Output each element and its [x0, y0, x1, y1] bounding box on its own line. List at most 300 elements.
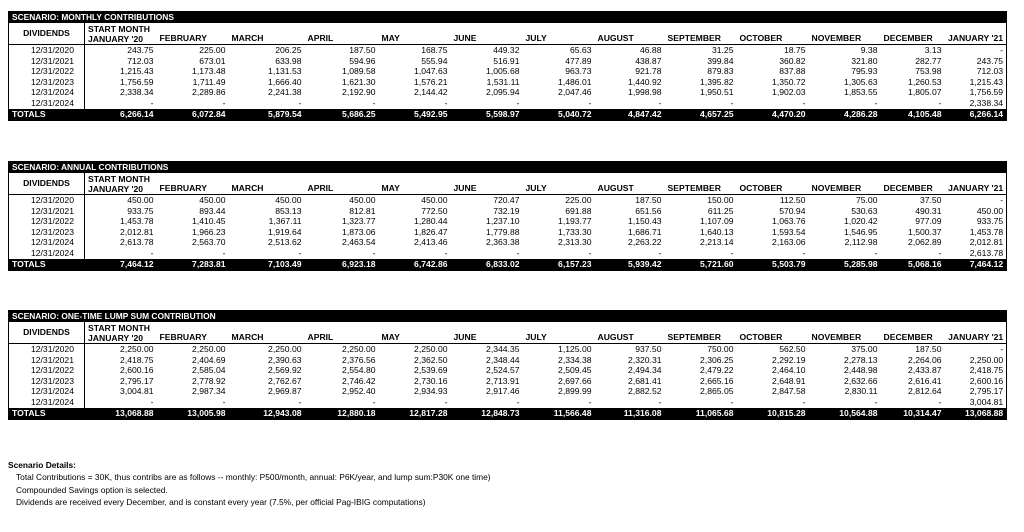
dividend-value: 2,952.40	[342, 386, 376, 397]
dividend-value: -	[874, 247, 878, 258]
dividend-value: 490.31	[915, 205, 942, 216]
dividend-value: 2,812.64	[908, 386, 942, 397]
table-row	[9, 227, 1007, 238]
month-header: MAY	[379, 23, 451, 45]
total-value: 7,103.49	[229, 259, 305, 271]
dividend-value: -	[372, 247, 376, 258]
month-header: JULY	[523, 322, 595, 344]
dividend-value: 1,150.43	[628, 216, 662, 227]
dividend-value: -	[588, 97, 592, 108]
dividend-value: 1,453.78	[120, 216, 154, 227]
dividend-value: 2,509.45	[558, 365, 592, 376]
dividend-value: 2,697.66	[558, 375, 592, 386]
month-header: MAY	[379, 322, 451, 344]
dividend-value: 1,593.54	[772, 226, 806, 237]
dividend-value: 2,882.52	[628, 386, 662, 397]
dividend-value: 1,237.10	[486, 216, 520, 227]
dividend-value: 516.91	[493, 55, 520, 66]
dividend-value: 1,173.48	[192, 66, 226, 77]
month-header: NOVEMBER	[809, 322, 881, 344]
dividend-date: 12/31/2023	[9, 77, 85, 88]
dividend-value: 31.25	[711, 45, 734, 55]
dividend-value: 1,531.11	[486, 76, 520, 87]
total-value: 10,564.88	[809, 408, 881, 420]
dividend-value: 18.75	[783, 45, 806, 55]
month-header: JULY	[523, 23, 595, 45]
month-header: APRIL	[305, 23, 379, 45]
dividend-value: 2,250.00	[969, 354, 1004, 365]
dividend-value: -	[372, 97, 376, 108]
dividend-value: 594.96	[349, 55, 376, 66]
header-row	[9, 23, 1007, 45]
total-value: 11,316.08	[595, 408, 665, 420]
dividend-date: 12/31/2024	[9, 397, 85, 408]
dividend-value: 2,746.42	[342, 375, 376, 386]
dividend-value: 530.63	[851, 205, 878, 216]
month-header	[85, 23, 157, 45]
dividend-value: 360.82	[779, 55, 806, 66]
dividend-value: 243.75	[976, 55, 1004, 66]
dividend-value: -	[372, 396, 376, 407]
month-header	[85, 322, 157, 344]
dividend-value: -	[658, 396, 662, 407]
dividend-value: 206.25	[275, 45, 302, 55]
dividend-value: 795.93	[851, 66, 878, 77]
dividend-value: 2,969.87	[268, 386, 302, 397]
dividend-value: -	[444, 396, 448, 407]
table-row	[9, 397, 1007, 408]
dividend-value: 712.03	[127, 55, 154, 66]
dividend-value: 555.94	[421, 55, 448, 66]
month-header: SEPTEMBER	[665, 23, 737, 45]
month-header: JANUARY '21	[945, 322, 1007, 344]
total-value: 5,879.54	[229, 109, 305, 121]
dividend-value: -	[1000, 344, 1004, 354]
scenario-title-row	[9, 162, 1007, 174]
dividend-date: 12/31/2021	[9, 56, 85, 67]
dividend-value: 1,576.21	[414, 76, 448, 87]
dividend-value: 1,966.23	[192, 226, 226, 237]
total-value: 6,157.23	[523, 259, 595, 271]
dividend-value: 1,919.64	[268, 226, 302, 237]
total-value: 4,470.20	[737, 109, 809, 121]
total-value: 5,492.95	[379, 109, 451, 121]
dividend-date: 12/31/2024	[9, 98, 85, 109]
total-value: 4,105.48	[881, 109, 945, 121]
dividend-value: 2,320.31	[628, 354, 662, 365]
dividend-value: 46.88	[639, 45, 662, 55]
table-row	[9, 56, 1007, 67]
dividend-value: 1,350.72	[772, 76, 806, 87]
dividend-value: 187.50	[349, 45, 376, 55]
dividend-value: 1,686.71	[628, 226, 662, 237]
dividend-value: 1,756.59	[969, 87, 1004, 98]
dividend-value: 321.80	[851, 55, 878, 66]
dividend-value: 1,873.06	[342, 226, 376, 237]
dividend-value: 921.78	[635, 66, 662, 77]
total-value: 5,939.42	[595, 259, 665, 271]
dividend-value: -	[1000, 195, 1004, 205]
dividend-value: -	[298, 247, 302, 258]
month-header	[85, 173, 157, 195]
dividend-date: 12/31/2020	[9, 45, 85, 56]
table-row	[9, 98, 1007, 109]
month-header: JANUARY '21	[945, 173, 1007, 195]
dividend-value: 2,390.63	[268, 354, 302, 365]
month-header: JULY	[523, 173, 595, 195]
dividend-value: 2,681.41	[628, 375, 662, 386]
header-row	[9, 322, 1007, 344]
scenario-table-2	[8, 310, 1006, 420]
dividend-value: 2,778.92	[192, 375, 226, 386]
totals-label: TOTALS	[9, 259, 85, 271]
dividend-value: -	[150, 97, 154, 108]
scenario-title: SCENARIO: ONE-TIME LUMP SUM CONTRIBUTION	[9, 311, 1007, 323]
month-header: NOVEMBER	[809, 173, 881, 195]
dividend-value: -	[298, 396, 302, 407]
details-heading: Scenario Details:	[8, 460, 76, 470]
dividend-value: 9.38	[860, 45, 878, 55]
dividend-value: 2,289.86	[192, 87, 226, 98]
total-value: 5,598.97	[451, 109, 523, 121]
start-month-label: START MONTH	[88, 24, 150, 34]
dividend-value: 2,585.04	[192, 365, 226, 376]
dividend-value: 2,241.38	[268, 87, 302, 98]
dividend-value: 937.50	[635, 344, 662, 354]
dividend-value: 1,440.92	[628, 76, 662, 87]
month-header: MARCH	[229, 23, 305, 45]
month-header: AUGUST	[595, 23, 665, 45]
dividend-value: 375.00	[851, 344, 878, 354]
dividend-value: 2,047.46	[558, 87, 592, 98]
dividend-value: 2,292.19	[772, 354, 806, 365]
dividend-value: 1,305.63	[844, 76, 878, 87]
dividend-value: 282.77	[915, 55, 942, 66]
dividend-value: -	[222, 396, 226, 407]
dividend-value: 2,278.13	[844, 354, 878, 365]
dividend-value: -	[730, 247, 734, 258]
dividend-value: 2,713.91	[486, 375, 520, 386]
total-value: 5,068.16	[881, 259, 945, 271]
dividend-value: 1,047.63	[414, 66, 448, 77]
table-row	[9, 216, 1007, 227]
dividend-value: -	[516, 97, 520, 108]
dividend-value: 1,063.76	[772, 216, 806, 227]
month-header: NOVEMBER	[809, 23, 881, 45]
dividend-value: 2,795.17	[120, 375, 154, 386]
dividend-value: 1,280.44	[414, 216, 448, 227]
dividend-value: -	[1000, 45, 1004, 55]
dividend-date: 12/31/2022	[9, 66, 85, 77]
dividend-value: 837.88	[779, 66, 806, 77]
table-row	[9, 355, 1007, 366]
month-header: SEPTEMBER	[665, 173, 737, 195]
dividends-header: DIVIDENDS	[9, 23, 85, 45]
month-header: OCTOBER	[737, 173, 809, 195]
total-value: 12,817.28	[379, 408, 451, 420]
dividend-value: 732.19	[493, 205, 520, 216]
dividend-value: 2,213.14	[700, 237, 734, 248]
dividend-value: 1,902.03	[772, 87, 806, 98]
dividend-value: 2,418.75	[969, 365, 1004, 376]
dividend-value: 1,711.49	[192, 76, 226, 87]
dividend-value: -	[444, 247, 448, 258]
total-value: 12,880.18	[305, 408, 379, 420]
dividend-value: 712.03	[976, 66, 1004, 77]
dividend-value: 37.50	[919, 195, 942, 205]
dividend-value: 187.50	[915, 344, 942, 354]
dividend-value: 853.13	[275, 205, 302, 216]
totals-row	[9, 259, 1007, 271]
dividend-value: 2,250.00	[120, 344, 154, 354]
month-header: FEBRUARY	[157, 23, 229, 45]
dividend-value: 2,795.17	[969, 386, 1004, 397]
dividend-value: 2,433.87	[908, 365, 942, 376]
dividend-value: 2,313.30	[558, 237, 592, 248]
dividend-value: 1,125.00	[558, 344, 592, 354]
dividend-value: 933.75	[127, 205, 154, 216]
table-row	[9, 195, 1007, 206]
month-header: FEBRUARY	[157, 173, 229, 195]
dividend-value: -	[874, 97, 878, 108]
dividend-value: -	[588, 396, 592, 407]
dividend-value: 2,250.00	[414, 344, 448, 354]
dividend-value: 2,830.11	[844, 386, 878, 397]
dividend-date: 12/31/2024	[9, 87, 85, 98]
dividend-value: 570.94	[779, 205, 806, 216]
dividend-value: 2,847.58	[772, 386, 806, 397]
total-value: 5,503.79	[737, 259, 809, 271]
total-value: 10,815.28	[737, 408, 809, 420]
dividend-value: 3,004.81	[120, 386, 154, 397]
dividend-value: 438.87	[635, 55, 662, 66]
total-value: 7,283.81	[157, 259, 229, 271]
dividend-value: 150.00	[707, 195, 734, 205]
month-header: APRIL	[305, 322, 379, 344]
table-row	[9, 45, 1007, 56]
table-row	[9, 66, 1007, 77]
dividend-value: 1,260.53	[908, 76, 942, 87]
scenario-title: SCENARIO: ANNUAL CONTRIBUTIONS	[9, 162, 1007, 174]
dividend-date: 12/31/2022	[9, 216, 85, 227]
dividend-value: 450.00	[127, 195, 154, 205]
dividend-value: 1,089.58	[342, 66, 376, 77]
dividend-value: -	[516, 247, 520, 258]
dividend-value: 977.09	[915, 216, 942, 227]
dividend-value: 3.13	[924, 45, 942, 55]
dividend-value: 2,934.93	[414, 386, 448, 397]
month-header: OCTOBER	[737, 23, 809, 45]
dividend-value: 2,264.06	[908, 354, 942, 365]
dividend-date: 12/31/2024	[9, 237, 85, 248]
dividend-value: 65.63	[569, 45, 592, 55]
dividend-value: -	[802, 97, 806, 108]
dividend-value: 2,062.89	[908, 237, 942, 248]
dividend-value: 2,524.57	[486, 365, 520, 376]
dividend-value: 2,494.34	[628, 365, 662, 376]
dividend-value: 720.47	[493, 195, 520, 205]
month-header: SEPTEMBER	[665, 322, 737, 344]
total-value: 6,923.18	[305, 259, 379, 271]
dividend-value: 772.50	[421, 205, 448, 216]
month-header: APRIL	[305, 173, 379, 195]
dividend-value: 673.01	[199, 55, 226, 66]
totals-row	[9, 109, 1007, 121]
dividend-value: 1,546.95	[844, 226, 878, 237]
total-value: 10,314.47	[881, 408, 945, 420]
total-value: 6,833.02	[451, 259, 523, 271]
month-label: JANUARY '20	[88, 333, 144, 343]
dividend-value: 1,453.78	[969, 226, 1004, 237]
dividend-value: 750.00	[707, 344, 734, 354]
dividend-value: 1,853.55	[844, 87, 878, 98]
dividend-value: -	[874, 396, 878, 407]
dividend-value: -	[802, 396, 806, 407]
dividend-value: -	[802, 247, 806, 258]
dividend-value: 1,826.47	[414, 226, 448, 237]
total-value: 13,005.98	[157, 408, 229, 420]
dividend-value: -	[298, 97, 302, 108]
dividend-value: 112.50	[779, 195, 806, 205]
dividend-value: 2,362.50	[414, 354, 448, 365]
dividend-value: 1,805.07	[908, 87, 942, 98]
scenario-grid	[8, 161, 1007, 271]
dividend-value: -	[658, 97, 662, 108]
dividend-value: 2,334.38	[558, 354, 592, 365]
dividend-value: 2,730.16	[414, 375, 448, 386]
dividend-value: 1,020.42	[844, 216, 878, 227]
dividend-value: 2,632.66	[844, 375, 878, 386]
total-value: 11,065.68	[665, 408, 737, 420]
month-header: AUGUST	[595, 173, 665, 195]
table-row	[9, 376, 1007, 387]
total-value: 7,464.12	[85, 259, 157, 271]
dividend-date: 12/31/2020	[9, 344, 85, 355]
total-value: 7,464.12	[945, 259, 1007, 271]
month-header: MAY	[379, 173, 451, 195]
dividend-value: -	[658, 247, 662, 258]
total-value: 5,285.98	[809, 259, 881, 271]
dividend-value: 2,479.22	[700, 365, 734, 376]
dividend-value: 2,163.06	[772, 237, 806, 248]
total-value: 6,266.14	[85, 109, 157, 121]
total-value: 6,072.84	[157, 109, 229, 121]
dividend-value: 1,756.59	[120, 76, 154, 87]
month-header: DECEMBER	[881, 173, 945, 195]
dividend-value: 2,404.69	[192, 354, 226, 365]
dividend-value: -	[150, 247, 154, 258]
table-row	[9, 77, 1007, 88]
dividend-value: 477.89	[565, 55, 592, 66]
dividend-value: 2,665.16	[700, 375, 734, 386]
details-line-contributions: Total Contributions = 30K, thus contribs are as follows -- monthly: P500/month, annual: P6K/year, and lump sum:P30K one time)	[16, 472, 491, 483]
dividend-value: 2,448.98	[844, 365, 878, 376]
dividend-value: 1,193.77	[558, 216, 592, 227]
dividend-value: 168.75	[421, 45, 448, 55]
dividend-value: 1,779.88	[486, 226, 520, 237]
total-value: 5,686.25	[305, 109, 379, 121]
dividend-value: 450.00	[421, 195, 448, 205]
dividends-header: DIVIDENDS	[9, 322, 85, 344]
dividend-value: 1,950.51	[700, 87, 734, 98]
dividend-value: 2,899.99	[558, 386, 592, 397]
dividend-value: -	[150, 396, 154, 407]
dividend-value: 2,539.69	[414, 365, 448, 376]
dividend-value: 2,463.54	[342, 237, 376, 248]
dividend-value: 2,554.80	[342, 365, 376, 376]
start-month-label: START MONTH	[88, 174, 150, 184]
dividend-value: 1,215.43	[120, 66, 154, 77]
dividend-value: 562.50	[779, 344, 806, 354]
total-value: 13,068.88	[85, 408, 157, 420]
total-value: 4,286.28	[809, 109, 881, 121]
month-header: DECEMBER	[881, 23, 945, 45]
scenario-grid	[8, 11, 1007, 121]
scenario-table-1	[8, 161, 1006, 271]
month-header: MARCH	[229, 173, 305, 195]
dividend-value: 1,621.30	[342, 76, 376, 87]
dividend-date: 12/31/2023	[9, 376, 85, 387]
dividend-value: 2,987.34	[192, 386, 226, 397]
dividend-value: 2,338.34	[120, 87, 154, 98]
dividend-date: 12/31/2024	[9, 386, 85, 397]
dividend-value: 225.00	[199, 45, 226, 55]
total-value: 12,943.08	[229, 408, 305, 420]
dividend-value: 450.00	[275, 195, 302, 205]
dividend-value: 2,613.78	[120, 237, 154, 248]
total-value: 6,266.14	[945, 109, 1007, 121]
table-row	[9, 344, 1007, 355]
dividend-value: 399.84	[707, 55, 734, 66]
dividend-date: 12/31/2022	[9, 365, 85, 376]
dividend-value: 2,413.46	[414, 237, 448, 248]
dividend-value: 2,600.16	[969, 375, 1004, 386]
dividend-value: 1,733.30	[558, 226, 592, 237]
table-row	[9, 237, 1007, 248]
dividend-value: 2,306.25	[700, 354, 734, 365]
total-value: 4,847.42	[595, 109, 665, 121]
dividend-value: 2,095.94	[486, 87, 520, 98]
totals-label: TOTALS	[9, 109, 85, 121]
dividend-value: 450.00	[349, 195, 376, 205]
details-line-dividends: Dividends are received every December, and is constant every year (7.5%, per official Pag-IBIG computations)	[16, 497, 426, 508]
table-row	[9, 365, 1007, 376]
dividend-value: 75.00	[855, 195, 878, 205]
dividend-value: 1,215.43	[969, 76, 1004, 87]
dividend-value: 1,107.09	[700, 216, 734, 227]
dividend-value: 2,250.00	[192, 344, 226, 354]
month-header: AUGUST	[595, 322, 665, 344]
month-header: JUNE	[451, 23, 523, 45]
dividend-value: 2,613.78	[969, 247, 1004, 258]
total-value: 5,721.60	[665, 259, 737, 271]
dividend-value: 1,998.98	[628, 87, 662, 98]
dividend-value: 2,648.91	[772, 375, 806, 386]
dividend-value: 2,192.90	[342, 87, 376, 98]
dividend-value: 450.00	[976, 205, 1004, 216]
dividend-value: 2,616.41	[908, 375, 942, 386]
month-label: JANUARY '20	[88, 34, 144, 44]
dividend-value: 2,344.35	[486, 344, 520, 354]
dividend-value: 2,112.98	[844, 237, 878, 248]
dividend-value: 1,640.13	[700, 226, 734, 237]
month-header: MARCH	[229, 322, 305, 344]
dividend-value: 2,338.34	[969, 97, 1004, 108]
dividend-value: 1,486.01	[558, 76, 592, 87]
month-header: JANUARY '21	[945, 23, 1007, 45]
dividend-value: -	[222, 97, 226, 108]
table-row	[9, 206, 1007, 217]
